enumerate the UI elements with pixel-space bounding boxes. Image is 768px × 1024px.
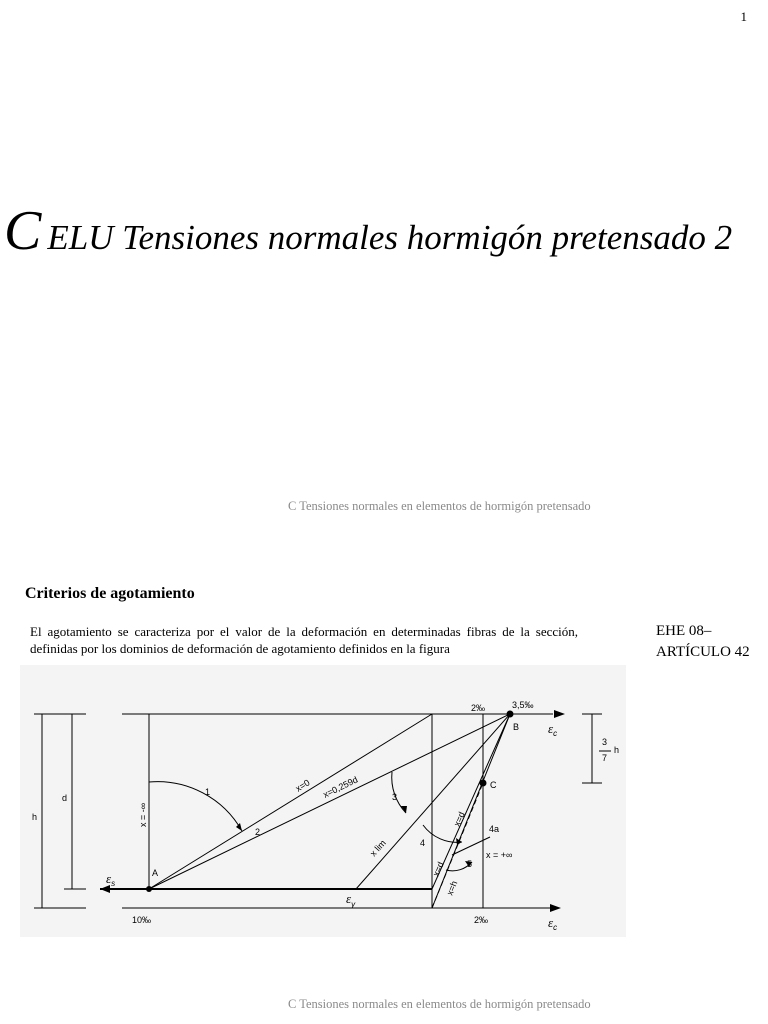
line-4a-dashed (432, 783, 483, 908)
label-dimension-d: d (62, 793, 68, 803)
label-domain-4a: 4a (489, 824, 500, 834)
strain-domains-diagram (20, 665, 626, 937)
symbol-epsilon-c-bottom (548, 915, 557, 932)
epsilon-c-bottom-subscript: c (553, 923, 558, 932)
label-fraction-denominator: 7 (602, 753, 608, 763)
label-domain-3: 3 (392, 792, 398, 802)
reference-line-1: EHE 08– (656, 623, 712, 639)
arc-domain-1 (149, 782, 242, 831)
symbol-epsilon-y (346, 891, 356, 909)
label-x-zero: x=0 (293, 777, 312, 794)
epsilon-c-top-subscript: c (553, 729, 558, 738)
page-title (4, 200, 744, 263)
footer-bottom: C Tensiones normales en elementos de hormigón pretensado (288, 997, 591, 1011)
line-x-lim (356, 714, 513, 889)
page-number: 1 (740, 9, 747, 24)
reference-line-2: ARTÍCULO 42 (656, 644, 750, 660)
standard-reference (656, 621, 750, 663)
epsilon-c-top-base: ε (548, 721, 554, 736)
label-x-d-upper: x=d (451, 810, 467, 828)
pivot-point-c (480, 780, 487, 787)
line-x-0259d (149, 714, 513, 889)
label-3-5-permille: 3,5‰ (512, 700, 534, 710)
label-x-plus-infinity: x = +∞ (486, 850, 513, 860)
epsilon-y-base: ε (346, 891, 352, 906)
label-x-d-lower: x=d (430, 860, 446, 878)
label-2-permille-top: 2‰ (471, 703, 486, 713)
epsilon-y-subscript: y (351, 900, 356, 909)
title-text: ELU Tensiones normales hormigón pretensado 2 (47, 218, 733, 257)
epsilon-s-subscript: s (111, 879, 116, 888)
arrow-domain-1 (236, 823, 242, 831)
label-fraction-h: h (614, 745, 620, 755)
label-x-minus-infinity: x = -∞ (138, 802, 148, 827)
label-10-permille: 10‰ (132, 915, 152, 925)
label-x-h: x=h (444, 879, 460, 897)
line-x-h (432, 714, 513, 908)
bottom-axis-arrowhead (550, 904, 561, 912)
strain-domains-figure (20, 665, 626, 937)
pivot-point-b (507, 711, 514, 718)
label-point-c: C (490, 780, 497, 790)
label-x-0259d: x=0,259d (321, 774, 360, 800)
arrow-domain-4 (456, 838, 462, 845)
label-domain-1: 1 (205, 787, 211, 797)
footer-top: C Tensiones normales en elementos de hormigón pretensado (288, 499, 591, 513)
label-point-b: B (513, 722, 520, 732)
label-dimension-h: h (32, 812, 38, 822)
label-point-a: A (152, 868, 159, 878)
label-domain-2: 2 (255, 827, 261, 837)
epsilon-c-bottom-base: ε (548, 915, 554, 930)
symbol-epsilon-s (106, 871, 115, 888)
section-heading: Criterios de agotamiento (25, 585, 195, 602)
label-domain-4: 4 (420, 838, 426, 848)
intro-paragraph: El agotamiento se caracteriza por el valor de la deformación en determinadas fibras de la sección, definidas por los dominios de deformación de agotamiento definidos en la figura (30, 624, 578, 656)
label-x-lim: x lim (368, 837, 388, 859)
label-domain-5: 5 (467, 859, 473, 869)
pivot-point-a (146, 886, 152, 892)
label-fraction-numerator: 3 (602, 737, 608, 747)
line-x-zero (149, 714, 432, 889)
epsilon-s-base: ε (106, 871, 112, 886)
label-2-permille-bottom: 2‰ (474, 915, 489, 925)
top-axis-arrowhead (554, 710, 565, 718)
symbol-epsilon-c-top (548, 721, 557, 738)
title-initial: C (4, 200, 42, 262)
steel-axis-arrowhead (100, 885, 110, 893)
arrow-domain-3 (401, 806, 407, 813)
